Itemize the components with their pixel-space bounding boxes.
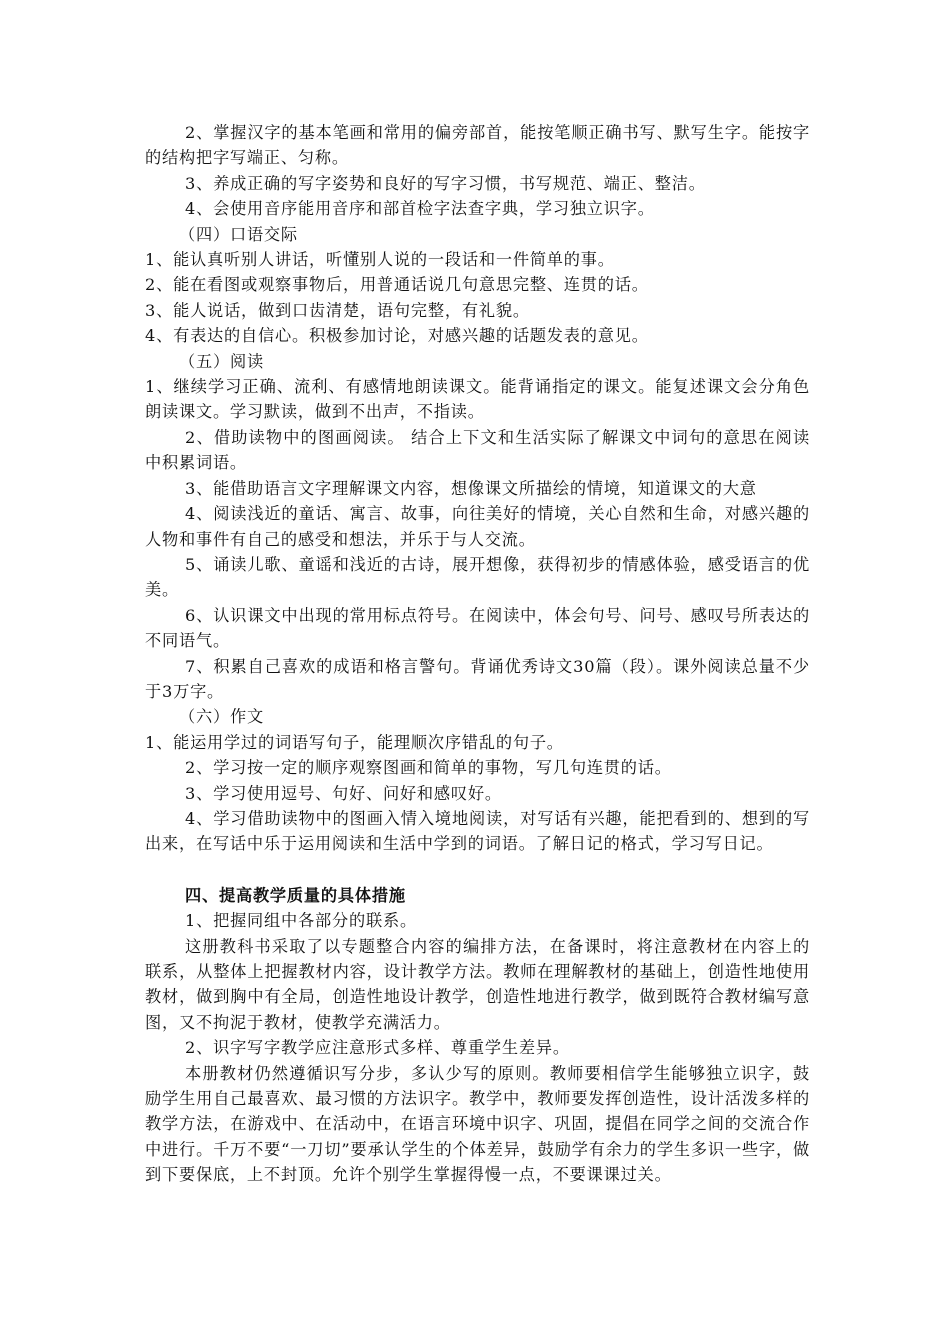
paragraph: 2、能在看图或观察事物后，用普通话说几句意思完整、连贯的话。 xyxy=(145,275,649,295)
section-subheading: （四）口语交际 xyxy=(179,224,298,244)
paragraph: 1、继续学习正确、流利、有感情地朗读课文。能背诵指定的课文。能复述课文会分角色朗读课文。学习默读，做到不出声，不指读。 xyxy=(145,377,810,422)
paragraph: 4、阅读浅近的童话、寓言、故事，向往美好的情境，关心自然和生命，对感兴趣的人物和事件有自己的感受和想法，并乐于与人交流。 xyxy=(145,504,810,549)
paragraph: 本册教材仍然遵循识写分步，多认少写的原则。教师要相信学生能够独立识字，鼓励学生用自己最喜欢、最习惯的方法识字。教学中，教师要发挥创造性，设计活泼多样的教学方法，在游戏中、在活动中，在语言环境中识字、巩固，提倡在同学之间的交流合作中进行。千万不要“一刀切”要承认学生的个体差异，鼓励学有余力的学生多识一些字，做到下要保底，上不封顶。允许个别学生掌握得慢一点，不要课课过关。 xyxy=(145,1063,810,1185)
section-subheading: （五）阅读 xyxy=(179,351,264,371)
paragraph: 1、把握同组中各部分的联系。 xyxy=(185,911,417,931)
paragraph: 2、借助读物中的图画阅读。 结合上下文和生活实际了解课文中词句的意思在阅读中积累词语。 xyxy=(145,427,810,473)
paragraph: 2、识字写字教学应注意形式多样、尊重学生差异。 xyxy=(185,1038,570,1058)
paragraph: 4、会使用音序能用音序和部首检字法查字典，学习独立识字。 xyxy=(185,199,655,219)
paragraph: 5、诵读儿歌、童谣和浅近的古诗，展开想像，获得初步的情感体验，感受语言的优美。 xyxy=(145,554,810,600)
paragraph: 1、能认真听别人讲话，听懂别人说的一段话和一件简单的事。 xyxy=(145,250,615,270)
paragraph: 6、认识课文中出现的常用标点符号。在阅读中，体会句号、问号、感叹号所表达的不同语气。 xyxy=(145,605,810,651)
section-heading: 四、提高教学质量的具体措施 xyxy=(185,885,406,905)
paragraph: 1、能运用学过的词语写句子，能理顺次序错乱的句子。 xyxy=(145,732,564,752)
paragraph: 3、养成正确的写字姿势和良好的写字习惯，书写规范、端正、整洁。 xyxy=(185,173,706,193)
paragraph: 这册教科书采取了以专题整合内容的编排方法，在备课时，将注意教材在内容上的联系，从整体上把握教材内容，设计教学方法。教师在理解教材的基础上，创造性地使用教材，做到胸中有全局，创造性地设计教学，创造性地进行教学，做到既符合教材编写意图，又不拘泥于教材，使教学充满活力。 xyxy=(145,936,810,1032)
section-subheading: （六）作文 xyxy=(179,707,264,727)
paragraph: 3、学习使用逗号、句好、问好和感叹好。 xyxy=(185,783,502,803)
document-body xyxy=(145,120,810,1188)
paragraph: 3、能借助语言文字理解课文内容，想像课文所描绘的情境，知道课文的大意 xyxy=(185,478,757,498)
paragraph: 7、积累自己喜欢的成语和格言警句。背诵优秀诗文30篇（段）。课外阅读总量不少于3万字。 xyxy=(145,656,810,701)
paragraph: 3、能人说话，做到口齿清楚，语句完整，有礼貌。 xyxy=(145,300,530,320)
paragraph: 4、有表达的自信心。积极参加讨论，对感兴趣的话题发表的意见。 xyxy=(145,326,649,346)
paragraph: 2、掌握汉字的基本笔画和常用的偏旁部首，能按笔顺正确书写、默写生字。能按字的结构把字写端正、匀称。 xyxy=(145,123,810,168)
paragraph: 2、学习按一定的顺序观察图画和简单的事物，写几句连贯的话。 xyxy=(185,758,672,778)
paragraph: 4、学习借助读物中的图画入情入境地阅读，对写话有兴趣，能把看到的、想到的写出来，在写话中乐于运用阅读和生活中学到的词语。了解日记的格式，学习写日记。 xyxy=(145,808,810,854)
